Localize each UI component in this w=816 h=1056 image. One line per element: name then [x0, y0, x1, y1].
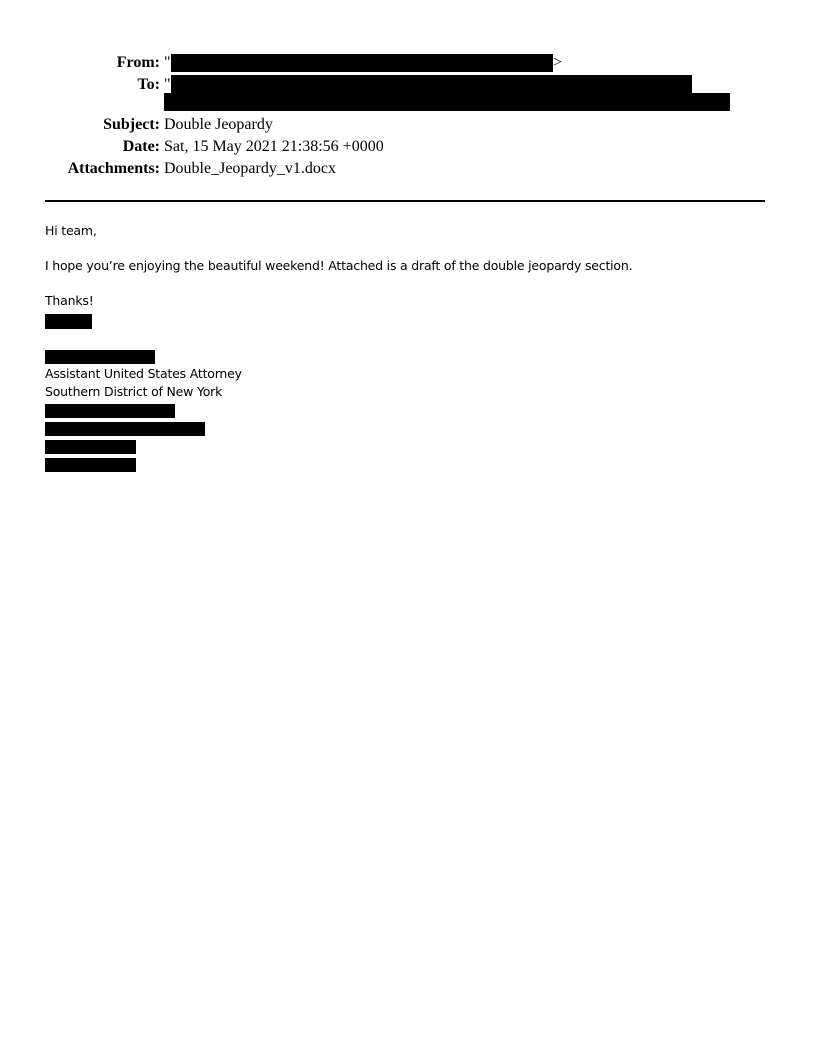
- signature-redaction-1: [45, 404, 175, 418]
- signature-redaction-4: [45, 458, 136, 472]
- from-open-quote: ": [164, 54, 171, 71]
- to-redaction-line2: [164, 93, 730, 111]
- attachment-filename[interactable]: Double_Jeopardy_v1.docx: [164, 160, 336, 177]
- signature-redaction-2: [45, 422, 205, 436]
- message-text: I hope you’re enjoying the beautiful weekend! Attached is a draft of the double jeopardy section.: [45, 258, 633, 273]
- from-label: From:: [116, 54, 160, 71]
- closing: Thanks!: [45, 293, 94, 308]
- signature-redaction-3: [45, 440, 136, 454]
- date-value: Sat, 15 May 2021 21:38:56 +0000: [164, 138, 384, 155]
- to-redaction-line1: [171, 75, 692, 93]
- to-open-quote: ": [164, 76, 171, 93]
- from-redaction: [171, 54, 553, 72]
- signature-title: Assistant United States Attorney: [45, 366, 242, 381]
- header-divider: [45, 200, 765, 202]
- from-close-bracket: >: [553, 54, 563, 71]
- greeting: Hi team,: [45, 223, 97, 238]
- date-label: Date:: [122, 138, 160, 155]
- attachments-label: Attachments:: [67, 160, 160, 177]
- signature-office: Southern District of New York: [45, 384, 223, 399]
- sender-name-redaction: [45, 314, 92, 329]
- signature-name-redaction: [45, 350, 155, 364]
- subject-value: Double Jeopardy: [164, 116, 273, 133]
- to-label: To:: [137, 76, 160, 93]
- subject-label: Subject:: [103, 116, 160, 133]
